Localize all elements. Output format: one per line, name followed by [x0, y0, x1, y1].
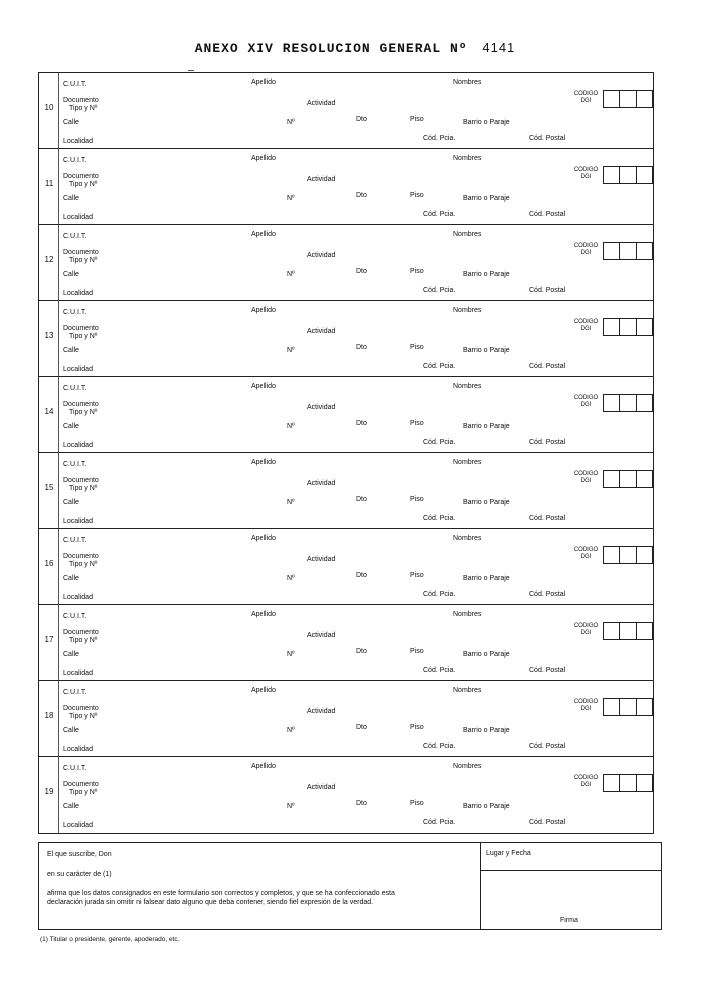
documento-label	[63, 705, 123, 721]
page-title	[0, 40, 710, 56]
cod-pcia-label: Cód. Pcia.	[423, 363, 456, 370]
nro-label: Nº	[287, 423, 295, 430]
code-box[interactable]	[637, 167, 652, 183]
dgi-text: DGI	[580, 174, 592, 180]
cod-postal-label: Cód. Postal	[529, 363, 566, 370]
code-box[interactable]	[620, 547, 636, 563]
codigo-dgi-label	[571, 167, 601, 181]
tipo-nro-text: Tipo y Nº	[69, 485, 98, 492]
cod-pcia-label: Cód. Pcia.	[423, 287, 456, 294]
row-number: 19	[44, 787, 54, 796]
cuit-label: C.U.I.T.	[63, 233, 87, 240]
actividad-label: Actividad	[307, 100, 336, 107]
suscribe-text: El que suscribe, Don	[47, 851, 112, 858]
cuit-label: C.U.I.T.	[63, 81, 87, 88]
actividad-label: Actividad	[307, 404, 336, 411]
piso-label: Piso	[410, 724, 424, 731]
barrio-label: Barrio o Paraje	[463, 195, 510, 202]
apellido-label: Apellido	[251, 459, 276, 466]
codigo-dgi-boxes[interactable]	[603, 318, 653, 336]
tipo-nro-text: Tipo y Nº	[69, 333, 98, 340]
codigo-dgi-label	[571, 623, 601, 637]
row-number: 13	[44, 331, 54, 340]
barrio-label: Barrio o Paraje	[463, 575, 510, 582]
calle-label: Calle	[63, 347, 79, 354]
code-box[interactable]	[604, 91, 620, 107]
actividad-label: Actividad	[307, 328, 336, 335]
documento-text: Documento	[63, 249, 99, 256]
code-box[interactable]	[637, 775, 652, 791]
cod-postal-label: Cód. Postal	[529, 591, 566, 598]
localidad-label: Localidad	[63, 822, 93, 829]
tipo-nro-text: Tipo y Nº	[69, 637, 98, 644]
actividad-label: Actividad	[307, 784, 336, 791]
apellido-label: Apellido	[251, 611, 276, 618]
nro-label: Nº	[287, 499, 295, 506]
codigo-dgi-boxes[interactable]	[603, 242, 653, 260]
nombres-label: Nombres	[453, 763, 482, 770]
documento-text: Documento	[63, 401, 99, 408]
code-box[interactable]	[604, 699, 620, 715]
documento-label	[63, 325, 123, 341]
localidad-label: Localidad	[63, 442, 93, 449]
entry-row	[39, 73, 653, 149]
barrio-label: Barrio o Paraje	[463, 423, 510, 430]
resolution-number: 4141	[482, 40, 516, 55]
localidad-label: Localidad	[63, 518, 93, 525]
calle-label: Calle	[63, 803, 79, 810]
cod-pcia-label: Cód. Pcia.	[423, 819, 456, 826]
cod-pcia-label: Cód. Pcia.	[423, 135, 456, 142]
dto-label: Dto	[356, 724, 367, 731]
row-number: 10	[44, 103, 54, 112]
calle-label: Calle	[63, 727, 79, 734]
documento-text: Documento	[63, 553, 99, 560]
nombres-label: Nombres	[453, 307, 482, 314]
apellido-label: Apellido	[251, 155, 276, 162]
apellido-label: Apellido	[251, 231, 276, 238]
codigo-dgi-label	[571, 775, 601, 789]
row-number: 12	[44, 255, 54, 264]
nombres-label: Nombres	[453, 79, 482, 86]
dgi-text: DGI	[580, 782, 592, 788]
piso-label: Piso	[410, 800, 424, 807]
barrio-label: Barrio o Paraje	[463, 271, 510, 278]
apellido-label: Apellido	[251, 307, 276, 314]
nro-label: Nº	[287, 651, 295, 658]
calle-label: Calle	[63, 651, 79, 658]
documento-label	[63, 629, 123, 645]
codigo-dgi-boxes[interactable]	[603, 166, 653, 184]
code-box[interactable]	[620, 395, 636, 411]
tipo-nro-text: Tipo y Nº	[69, 105, 98, 112]
actividad-label: Actividad	[307, 480, 336, 487]
lugar-fecha-label: Lugar y Fecha	[486, 850, 531, 857]
dgi-text: DGI	[580, 98, 592, 104]
entry-row	[39, 377, 653, 453]
code-box[interactable]	[604, 319, 620, 335]
barrio-label: Barrio o Paraje	[463, 119, 510, 126]
piso-label: Piso	[410, 268, 424, 275]
cod-postal-label: Cód. Postal	[529, 439, 566, 446]
piso-label: Piso	[410, 648, 424, 655]
documento-label	[63, 477, 123, 493]
calle-label: Calle	[63, 423, 79, 430]
apellido-label: Apellido	[251, 763, 276, 770]
localidad-label: Localidad	[63, 746, 93, 753]
dgi-text: DGI	[580, 554, 592, 560]
cod-pcia-label: Cód. Pcia.	[423, 743, 456, 750]
codigo-text: CODIGO	[573, 243, 599, 249]
dto-label: Dto	[356, 268, 367, 275]
dto-label: Dto	[356, 344, 367, 351]
actividad-label: Actividad	[307, 708, 336, 715]
piso-label: Piso	[410, 572, 424, 579]
code-box[interactable]	[637, 547, 652, 563]
tipo-nro-text: Tipo y Nº	[69, 181, 98, 188]
codigo-dgi-label	[571, 319, 601, 333]
code-box[interactable]	[604, 395, 620, 411]
cod-postal-label: Cód. Postal	[529, 287, 566, 294]
codigo-dgi-boxes[interactable]	[603, 90, 653, 108]
cod-postal-label: Cód. Postal	[529, 515, 566, 522]
documento-text: Documento	[63, 629, 99, 636]
codigo-dgi-label	[571, 699, 601, 713]
documento-text: Documento	[63, 325, 99, 332]
caracter-text: en su carácter de (1)	[47, 871, 112, 878]
code-box[interactable]	[604, 471, 620, 487]
actividad-label: Actividad	[307, 252, 336, 259]
actividad-label: Actividad	[307, 556, 336, 563]
dto-label: Dto	[356, 496, 367, 503]
cod-pcia-label: Cód. Pcia.	[423, 515, 456, 522]
code-box[interactable]	[620, 319, 636, 335]
barrio-label: Barrio o Paraje	[463, 651, 510, 658]
code-box[interactable]	[637, 471, 652, 487]
row-number: 17	[44, 635, 54, 644]
cod-postal-label: Cód. Postal	[529, 667, 566, 674]
cod-postal-label: Cód. Postal	[529, 819, 566, 826]
nombres-label: Nombres	[453, 459, 482, 466]
nro-label: Nº	[287, 575, 295, 582]
code-box[interactable]	[620, 91, 636, 107]
codigo-dgi-label	[571, 243, 601, 257]
codigo-dgi-boxes[interactable]	[603, 774, 653, 792]
entry-row	[39, 301, 653, 377]
codigo-text: CODIGO	[573, 395, 599, 401]
tipo-nro-text: Tipo y Nº	[69, 409, 98, 416]
codigo-dgi-boxes[interactable]	[603, 546, 653, 564]
nombres-label: Nombres	[453, 383, 482, 390]
codigo-dgi-label	[571, 547, 601, 561]
footer-divider	[480, 843, 481, 929]
codigo-dgi-boxes[interactable]	[603, 394, 653, 412]
affirmation-text	[47, 889, 477, 907]
documento-label	[63, 249, 123, 265]
codigo-text: CODIGO	[573, 319, 599, 325]
documento-label	[63, 781, 123, 797]
piso-label: Piso	[410, 192, 424, 199]
nro-label: Nº	[287, 195, 295, 202]
entry-row	[39, 605, 653, 681]
cuit-label: C.U.I.T.	[63, 765, 87, 772]
apellido-label: Apellido	[251, 687, 276, 694]
nombres-label: Nombres	[453, 687, 482, 694]
cuit-label: C.U.I.T.	[63, 385, 87, 392]
declaration-section	[38, 842, 662, 930]
nombres-label: Nombres	[453, 155, 482, 162]
nombres-label: Nombres	[453, 231, 482, 238]
dgi-text: DGI	[580, 402, 592, 408]
codigo-text: CODIGO	[573, 471, 599, 477]
row-number: 16	[44, 559, 54, 568]
entries-table	[38, 72, 654, 834]
apellido-label: Apellido	[251, 535, 276, 542]
entry-row	[39, 225, 653, 301]
code-box[interactable]	[637, 699, 652, 715]
codigo-text: CODIGO	[573, 91, 599, 97]
documento-text: Documento	[63, 705, 99, 712]
firma-label: Firma	[560, 917, 578, 924]
documento-label	[63, 97, 123, 113]
cod-postal-label: Cód. Postal	[529, 211, 566, 218]
dto-label: Dto	[356, 420, 367, 427]
localidad-label: Localidad	[63, 290, 93, 297]
documento-text: Documento	[63, 97, 99, 104]
localidad-label: Localidad	[63, 594, 93, 601]
dto-label: Dto	[356, 116, 367, 123]
piso-label: Piso	[410, 420, 424, 427]
documento-label	[63, 401, 123, 417]
nro-label: Nº	[287, 803, 295, 810]
localidad-label: Localidad	[63, 366, 93, 373]
code-box[interactable]	[620, 699, 636, 715]
code-box[interactable]	[604, 243, 620, 259]
footer-divider	[480, 870, 661, 871]
cuit-label: C.U.I.T.	[63, 537, 87, 544]
code-box[interactable]	[620, 623, 636, 639]
nro-label: Nº	[287, 271, 295, 278]
row-number: 15	[44, 483, 54, 492]
piso-label: Piso	[410, 116, 424, 123]
calle-label: Calle	[63, 119, 79, 126]
nro-label: Nº	[287, 347, 295, 354]
code-box[interactable]	[637, 623, 652, 639]
codigo-text: CODIGO	[573, 699, 599, 705]
cuit-label: C.U.I.T.	[63, 613, 87, 620]
code-box[interactable]	[620, 243, 636, 259]
documento-text: Documento	[63, 781, 99, 788]
codigo-text: CODIGO	[573, 167, 599, 173]
footnote: (1) Titular o presidente, gerente, apoderado, etc.	[40, 936, 180, 943]
apellido-label: Apellido	[251, 383, 276, 390]
entry-row	[39, 681, 653, 757]
cuit-label: C.U.I.T.	[63, 461, 87, 468]
localidad-label: Localidad	[63, 670, 93, 677]
barrio-label: Barrio o Paraje	[463, 499, 510, 506]
cod-pcia-label: Cód. Pcia.	[423, 211, 456, 218]
piso-label: Piso	[410, 496, 424, 503]
calle-label: Calle	[63, 195, 79, 202]
cod-postal-label: Cód. Postal	[529, 743, 566, 750]
dgi-text: DGI	[580, 630, 592, 636]
dgi-text: DGI	[580, 326, 592, 332]
affirmation-line: declaración jurada sin omitir ni falsear dato alguno que deba contener, siendo fiel expresión de la verdad.	[47, 899, 374, 906]
codigo-text: CODIGO	[573, 547, 599, 553]
code-box[interactable]	[604, 547, 620, 563]
nombres-label: Nombres	[453, 535, 482, 542]
cuit-label: C.U.I.T.	[63, 309, 87, 316]
code-box[interactable]	[637, 243, 652, 259]
calle-label: Calle	[63, 271, 79, 278]
barrio-label: Barrio o Paraje	[463, 347, 510, 354]
piso-label: Piso	[410, 344, 424, 351]
code-box[interactable]	[604, 167, 620, 183]
stray-mark	[188, 70, 194, 71]
code-box[interactable]	[620, 471, 636, 487]
localidad-label: Localidad	[63, 138, 93, 145]
code-box[interactable]	[604, 775, 620, 791]
documento-text: Documento	[63, 477, 99, 484]
cuit-label: C.U.I.T.	[63, 689, 87, 696]
code-box[interactable]	[637, 91, 652, 107]
code-box[interactable]	[637, 395, 652, 411]
code-box[interactable]	[620, 167, 636, 183]
calle-label: Calle	[63, 499, 79, 506]
calle-label: Calle	[63, 575, 79, 582]
codigo-dgi-boxes[interactable]	[603, 698, 653, 716]
codigo-dgi-boxes[interactable]	[603, 622, 653, 640]
tipo-nro-text: Tipo y Nº	[69, 561, 98, 568]
entry-row	[39, 149, 653, 225]
barrio-label: Barrio o Paraje	[463, 727, 510, 734]
nombres-label: Nombres	[453, 611, 482, 618]
tipo-nro-text: Tipo y Nº	[69, 789, 98, 796]
entry-row	[39, 757, 653, 833]
dto-label: Dto	[356, 192, 367, 199]
code-box[interactable]	[637, 319, 652, 335]
dgi-text: DGI	[580, 706, 592, 712]
row-number: 18	[44, 711, 54, 720]
dto-label: Dto	[356, 572, 367, 579]
documento-label	[63, 553, 123, 569]
codigo-dgi-label	[571, 395, 601, 409]
localidad-label: Localidad	[63, 214, 93, 221]
dto-label: Dto	[356, 800, 367, 807]
cuit-label: C.U.I.T.	[63, 157, 87, 164]
codigo-text: CODIGO	[573, 775, 599, 781]
codigo-dgi-label	[571, 91, 601, 105]
dgi-text: DGI	[580, 250, 592, 256]
row-number: 11	[44, 179, 54, 188]
title-text: ANEXO XIV RESOLUCION GENERAL Nº	[194, 41, 468, 56]
nro-label: Nº	[287, 119, 295, 126]
tipo-nro-text: Tipo y Nº	[69, 713, 98, 720]
barrio-label: Barrio o Paraje	[463, 803, 510, 810]
actividad-label: Actividad	[307, 176, 336, 183]
dgi-text: DGI	[580, 478, 592, 484]
entry-row	[39, 453, 653, 529]
code-box[interactable]	[604, 623, 620, 639]
row-number: 14	[44, 407, 54, 416]
cod-pcia-label: Cód. Pcia.	[423, 667, 456, 674]
cod-pcia-label: Cód. Pcia.	[423, 439, 456, 446]
cod-pcia-label: Cód. Pcia.	[423, 591, 456, 598]
cod-postal-label: Cód. Postal	[529, 135, 566, 142]
apellido-label: Apellido	[251, 79, 276, 86]
code-box[interactable]	[620, 775, 636, 791]
codigo-text: CODIGO	[573, 623, 599, 629]
actividad-label: Actividad	[307, 632, 336, 639]
affirmation-line: afirma que los datos consignados en este formulario son correctos y completos, y que se ha confeccionado esta	[47, 890, 395, 897]
codigo-dgi-boxes[interactable]	[603, 470, 653, 488]
codigo-dgi-label	[571, 471, 601, 485]
dto-label: Dto	[356, 648, 367, 655]
tipo-nro-text: Tipo y Nº	[69, 257, 98, 264]
documento-text: Documento	[63, 173, 99, 180]
nro-label: Nº	[287, 727, 295, 734]
documento-label	[63, 173, 123, 189]
entry-row	[39, 529, 653, 605]
